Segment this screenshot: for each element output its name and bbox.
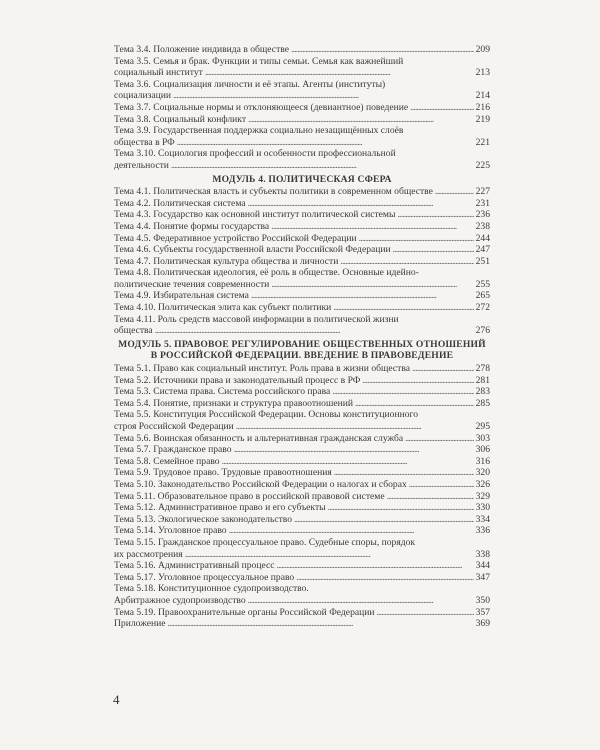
dot-leader — [248, 198, 474, 210]
dot-leader — [355, 398, 474, 410]
toc-entry[interactable] — [114, 409, 490, 432]
dot-leader — [377, 607, 474, 619]
toc-entry[interactable] — [114, 44, 490, 56]
dot-leader — [393, 244, 474, 256]
toc-page-number: 326 — [475, 478, 490, 490]
toc-entry[interactable] — [114, 386, 490, 398]
toc-entry-title: Тема 3.10. Социология профессий и особенности профессиональной — [114, 148, 396, 160]
toc-entry[interactable] — [114, 456, 490, 468]
toc-entry-title: Приложение — [114, 618, 166, 630]
dot-leader — [155, 325, 474, 337]
toc-entry[interactable] — [114, 433, 490, 445]
dot-leader — [359, 233, 474, 245]
toc-entry-title: Тема 4.1. Политическая власть и субъекты политики в современном обществе — [114, 186, 433, 198]
dot-leader — [412, 363, 474, 375]
module-heading-line: МОДУЛЬ 5. ПРАВОВОЕ РЕГУЛИРОВАНИЕ ОБЩЕСТВЕННЫХ ОТНОШЕНИЙ — [118, 338, 486, 350]
toc-page-number: 216 — [475, 101, 490, 113]
toc-entry-title: Тема 5.11. Образовательное право в российской правовой системе — [114, 490, 385, 502]
toc-page-number: 330 — [475, 502, 490, 514]
toc-page-number: 238 — [475, 220, 490, 232]
toc-entry-title: Тема 5.12. Административное право и его субъекты — [114, 502, 326, 514]
dot-leader — [296, 572, 473, 584]
dot-leader — [387, 491, 474, 503]
toc-page-number: 347 — [475, 571, 490, 583]
toc-page-number: 276 — [475, 325, 490, 337]
toc-entry[interactable] — [114, 537, 490, 560]
dot-leader — [168, 618, 474, 630]
dot-leader — [271, 279, 473, 291]
toc-page-number: 336 — [475, 525, 490, 537]
toc-entry[interactable] — [114, 256, 490, 268]
toc-page-number: 306 — [475, 444, 490, 456]
toc-page-number: 334 — [475, 513, 490, 525]
toc-page-number: 227 — [475, 186, 490, 198]
toc-entry-title: Тема 5.7. Гражданское право — [114, 444, 232, 456]
toc-entry-title: Тема 5.14. Уголовное право — [114, 525, 227, 537]
dot-leader — [340, 256, 473, 268]
toc-entry[interactable] — [114, 148, 490, 171]
table-of-contents — [114, 44, 490, 630]
page-number: 4 — [113, 692, 120, 707]
toc-page-number: 320 — [475, 467, 490, 479]
toc-entry[interactable] — [114, 114, 490, 126]
toc-entry-title: Тема 4.5. Федеративное устройство Российской Федерации — [114, 232, 357, 244]
dot-leader — [271, 221, 473, 233]
dot-leader — [236, 421, 474, 433]
module-heading — [114, 174, 490, 186]
toc-entry[interactable] — [114, 363, 490, 375]
toc-entry-title: политические течения современности — [114, 278, 270, 290]
toc-entry-title: Тема 5.1. Право как социальный институт. Роль права в жизни общества — [114, 363, 411, 375]
toc-entry-title: Тема 5.2. Источники права и законодательный процесс в РФ — [114, 374, 361, 386]
dot-leader — [185, 549, 474, 561]
toc-page-number: 247 — [475, 244, 490, 256]
toc-page-number: 236 — [475, 209, 490, 221]
toc-page-number: 357 — [475, 606, 490, 618]
dot-leader — [222, 456, 474, 468]
dot-leader — [248, 595, 474, 607]
toc-page-number: 214 — [475, 90, 490, 102]
toc-entry[interactable] — [114, 314, 490, 337]
toc-entry[interactable] — [114, 467, 490, 479]
toc-entry-title: Тема 4.10. Политическая элита как субъект политики — [114, 302, 332, 314]
dot-leader — [332, 386, 473, 398]
toc-entry[interactable] — [114, 221, 490, 233]
toc-entry[interactable] — [114, 244, 490, 256]
toc-entry-title: Тема 4.2. Политическая система — [114, 197, 246, 209]
toc-page-number: 213 — [475, 67, 490, 79]
toc-page-number: 278 — [475, 363, 490, 375]
dot-leader — [205, 67, 474, 79]
toc-entry-title: Тема 4.9. Избирательная система — [114, 290, 249, 302]
toc-entry[interactable] — [114, 398, 490, 410]
toc-entry-title: Тема 5.3. Система права. Система российского права — [114, 386, 331, 398]
dot-leader — [229, 525, 474, 537]
toc-page-number: 303 — [475, 432, 490, 444]
toc-entry-title: Тема 5.6. Воинская обязанность и альтернативная гражданская служба — [114, 432, 404, 444]
dot-leader — [328, 502, 474, 514]
dot-leader — [405, 433, 473, 445]
toc-entry-title: Тема 4.6. Субъекты государственной власти Российской Федерации — [114, 244, 391, 256]
dot-leader — [251, 290, 474, 302]
toc-entry-title: Тема 5.8. Семейное право — [114, 455, 220, 467]
dot-leader — [177, 137, 474, 149]
dot-leader — [234, 444, 474, 456]
dot-leader — [171, 160, 474, 172]
toc-entry-title: Тема 5.18. Конституционное судопроизводство. — [114, 583, 309, 595]
toc-entry-title: Тема 3.8. Социальный конфликт — [114, 113, 247, 125]
toc-entry-title: Тема 5.13. Экологическое законодательство — [114, 513, 293, 525]
toc-entry[interactable] — [114, 186, 490, 198]
toc-entry[interactable] — [114, 267, 490, 290]
module-heading-line: В РОССИЙСКОЙ ФЕДЕРАЦИИ. ВВЕДЕНИЕ В ПРАВОВЕДЕНИЕ — [150, 350, 454, 362]
toc-entry-title: Тема 4.11. Роль средств массовой информации в политической жизни — [114, 313, 399, 325]
toc-page-number: 272 — [475, 302, 490, 314]
toc-entry-title: Тема 5.17. Уголовное процессуальное право — [114, 571, 295, 583]
toc-entry-title: строя Российской Федерации — [114, 421, 234, 432]
toc-page-number: 209 — [475, 44, 490, 55]
toc-page-number: 285 — [475, 397, 490, 409]
toc-entry-title: Тема 5.4. Понятие, признаки и структура правоотношений — [114, 397, 354, 409]
toc-entry-title: Тема 4.3. Государство как основной институт политической системы — [114, 209, 396, 221]
toc-page-number: 316 — [475, 455, 490, 467]
toc-entry-title: Тема 3.9. Государственная поддержка социально незащищённых слоёв — [114, 125, 404, 137]
toc-entry[interactable] — [114, 444, 490, 456]
dot-leader — [277, 560, 474, 572]
toc-entry-title: Тема 4.4. Понятие формы государства — [114, 220, 270, 232]
toc-page-number: 338 — [475, 548, 490, 560]
toc-entry[interactable] — [114, 572, 490, 584]
dot-leader — [291, 44, 474, 56]
toc-entry[interactable] — [114, 525, 490, 537]
toc-page-number: 231 — [475, 197, 490, 209]
toc-entry-title: Тема 5.16. Административный процесс — [114, 560, 275, 572]
toc-entry-title: Тема 3.6. Социализация личности и её этапы. Агенты (институты) — [114, 78, 386, 90]
toc-entry-title: Арбитражное судопроизводство — [114, 594, 246, 606]
toc-entry[interactable] — [114, 491, 490, 503]
toc-entry-title: Тема 5.10. Законодательство Российской Федерации о налогах и сборах — [114, 478, 407, 490]
toc-entry-title: Тема 5.15. Гражданское процессуальное право. Судебные споры, порядок — [114, 536, 416, 548]
toc-entry-title: общества — [114, 325, 153, 337]
toc-page-number: 369 — [475, 618, 490, 630]
toc-entry[interactable] — [114, 375, 490, 387]
dot-leader — [173, 90, 474, 102]
toc-entry[interactable] — [114, 290, 490, 302]
toc-entry[interactable] — [114, 209, 490, 221]
toc-entry-title: Тема 5.9. Трудовое право. Трудовые правоотношения — [114, 467, 332, 479]
dot-leader — [409, 479, 474, 491]
toc-entry[interactable] — [114, 514, 490, 526]
toc-page-number: 295 — [475, 421, 490, 432]
toc-entry-title: Тема 5.19. Правоохранительные органы Российской Федерации — [114, 606, 375, 618]
toc-entry[interactable] — [114, 233, 490, 245]
module-heading-line: МОДУЛЬ 4. ПОЛИТИЧЕСКАЯ СФЕРА — [212, 173, 392, 185]
toc-entry-title: Тема 5.5. Конституция Российской Федерации. Основы конституционного — [114, 409, 419, 421]
toc-entry-title: социальный институт — [114, 67, 203, 79]
toc-page-number: 283 — [475, 386, 490, 398]
dot-leader — [435, 186, 474, 198]
toc-entry[interactable] — [114, 302, 490, 314]
dot-leader — [410, 102, 473, 114]
toc-page-number: 255 — [475, 278, 490, 290]
toc-entry[interactable] — [114, 102, 490, 114]
toc-entry-title: Тема 4.7. Политическая культура общества и личности — [114, 255, 339, 267]
toc-page-number: 265 — [475, 290, 490, 302]
toc-entry[interactable] — [114, 125, 490, 148]
toc-page-number: 221 — [475, 136, 490, 148]
toc-page-number: 244 — [475, 232, 490, 244]
toc-entry[interactable] — [114, 583, 490, 606]
dot-leader — [362, 375, 473, 387]
toc-page-number: 281 — [475, 374, 490, 386]
toc-entry[interactable] — [114, 479, 490, 491]
toc-page-number: 344 — [475, 560, 490, 572]
toc-entry-title: Тема 3.7. Социальные нормы и отклоняющееся (девиантное) поведение — [114, 101, 409, 113]
toc-entry-title: деятельности — [114, 159, 169, 171]
dot-leader — [294, 514, 474, 526]
dot-leader — [248, 114, 474, 126]
toc-entry[interactable] — [114, 56, 490, 79]
toc-page-number: 251 — [475, 255, 490, 267]
toc-entry-title: общества в РФ — [114, 136, 175, 148]
module-heading — [114, 339, 490, 362]
toc-entry-title: социализации — [114, 90, 172, 102]
toc-entry[interactable] — [114, 79, 490, 102]
toc-entry[interactable] — [114, 607, 490, 619]
dot-leader — [334, 467, 474, 479]
toc-page-number: 329 — [475, 490, 490, 502]
toc-entry-title: Тема 4.8. Политическая идеология, её роль в обществе. Основные идейно- — [114, 267, 419, 279]
toc-page-number: 350 — [475, 594, 490, 606]
toc-entry[interactable] — [114, 198, 490, 210]
toc-entry-title: их рассмотрения — [114, 548, 183, 560]
toc-entry[interactable] — [114, 560, 490, 572]
toc-page-number: 219 — [475, 113, 490, 125]
toc-entry[interactable] — [114, 618, 490, 630]
toc-entry-title: Тема 3.5. Семья и брак. Функции и типы семьи. Семья как важнейший — [114, 55, 404, 67]
toc-entry[interactable] — [114, 502, 490, 514]
toc-page-number: 225 — [475, 159, 490, 171]
dot-leader — [333, 302, 473, 314]
toc-entry-title: Тема 3.4. Положение индивида в обществе — [114, 44, 289, 55]
dot-leader — [397, 209, 473, 221]
